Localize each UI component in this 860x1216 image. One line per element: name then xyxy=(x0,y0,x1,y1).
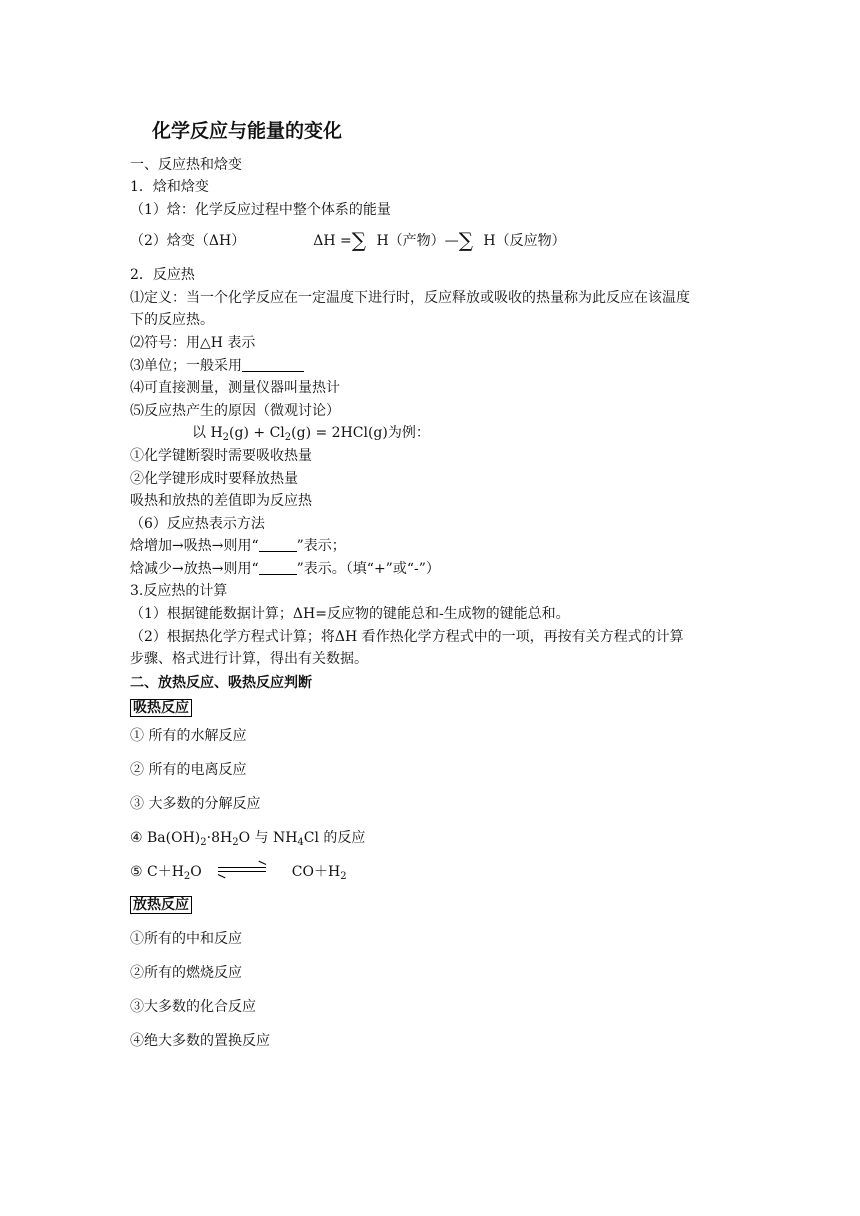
equilibrium-arrow-icon xyxy=(218,865,266,875)
endothermic-label xyxy=(130,698,192,718)
list-item xyxy=(130,862,347,887)
subsection-heading: 3.反应热的计算 xyxy=(130,583,228,599)
item-text: ⑤ C＋H xyxy=(130,864,184,880)
section-heading: 二、放热反应、吸热反应判断 xyxy=(130,675,312,691)
formula-products: H（产物）— xyxy=(372,233,459,249)
sign-rule-line xyxy=(130,536,346,556)
formula-reactants: H（反应物） xyxy=(478,233,566,249)
list-item: ①所有的中和反应 xyxy=(130,931,242,947)
paragraph: 步骤、格式进行计算，得出有关数据。 xyxy=(130,651,368,667)
sigma-symbol: ∑ xyxy=(351,228,367,252)
boxed-label: 吸热反应 xyxy=(130,699,192,717)
formula-label: （2）焓变（ΔH） xyxy=(130,233,246,249)
paragraph: ②化学键形成时要释放热量 xyxy=(130,471,298,487)
rule-text: 焓减少→放热→则用“ xyxy=(130,561,259,577)
page-title: 化学反应与能量的变化 xyxy=(152,120,343,142)
subscript: 2 xyxy=(340,871,347,882)
paragraph: （2）根据热化学方程式计算；将ΔH 看作热化学方程式中的一项，再按有关方程式的计算 xyxy=(130,629,684,645)
subscript: 2 xyxy=(284,432,292,443)
paragraph: （1）焓：化学反应过程中整个体系的能量 xyxy=(130,202,391,218)
subsection-heading: 2．反应热 xyxy=(130,267,195,283)
rule-text: 焓增加→吸热→则用“ xyxy=(130,538,259,554)
equation-text: 以 H xyxy=(192,425,223,441)
subscript: 2 xyxy=(232,837,239,848)
exothermic-label xyxy=(130,895,192,915)
paragraph: ⑸反应热产生的原因（微观讨论） xyxy=(130,403,340,419)
list-item: ③大多数的化合反应 xyxy=(130,999,256,1015)
equation-text: (g) = 2HCl(g)为例： xyxy=(291,425,430,441)
subscript: 2 xyxy=(183,871,191,882)
enthalpy-change-formula xyxy=(130,230,566,251)
item-text: Cl 的反应 xyxy=(303,830,366,846)
item-text: O xyxy=(190,864,202,880)
list-item: ② 所有的电离反应 xyxy=(130,762,247,778)
sign-rule-line xyxy=(130,559,440,579)
fill-in-blank xyxy=(259,537,297,552)
fill-in-blank xyxy=(242,357,304,372)
list-item: ③ 大多数的分解反应 xyxy=(130,796,261,812)
subscript: 4 xyxy=(297,837,304,848)
fill-in-blank xyxy=(259,560,297,575)
list-item: ① 所有的水解反应 xyxy=(130,728,247,744)
paragraph: ⑴定义：当一个化学反应在一定温度下进行时，反应释放或吸收的热量称为此反应在该温度 xyxy=(130,290,690,306)
paragraph: ⑷可直接测量，测量仪器叫量热计 xyxy=(130,380,340,396)
paragraph: ⑵符号：用△H 表示 xyxy=(130,335,256,351)
formula-lhs: ΔH = xyxy=(313,233,352,249)
item-text: O 与 NH xyxy=(238,830,298,846)
paragraph: 下的反应热。 xyxy=(130,312,214,328)
rule-text: ”表示； xyxy=(296,538,346,554)
item-text: CO＋H xyxy=(291,864,341,880)
subscript: 2 xyxy=(200,837,207,848)
paragraph: ①化学键断裂时需要吸收热量 xyxy=(130,448,312,464)
boxed-label: 放热反应 xyxy=(130,896,192,914)
item-text: ④ Ba(OH) xyxy=(130,830,201,846)
example-equation xyxy=(192,423,430,448)
item-text: ·8H xyxy=(206,830,233,846)
subsection-heading: 1．焓和焓变 xyxy=(130,179,209,195)
subscript: 2 xyxy=(222,432,230,443)
rule-text: ”表示。（填“+”或“-”） xyxy=(296,561,440,577)
paragraph: （1）根据键能数据计算；ΔH=反应物的键能总和-生成物的键能总和。 xyxy=(130,606,570,622)
section-heading: 一、反应热和焓变 xyxy=(130,157,242,173)
sigma-symbol: ∑ xyxy=(458,228,473,252)
equation-text: (g) + Cl xyxy=(229,425,285,441)
unit-text: ⑶单位；一般采用 xyxy=(130,358,242,374)
paragraph: 吸热和放热的差值即为反应热 xyxy=(130,493,312,509)
list-item xyxy=(130,828,365,853)
list-item: ④绝大多数的置换反应 xyxy=(130,1033,270,1049)
paragraph: （6）反应热表示方法 xyxy=(130,516,265,532)
list-item: ②所有的燃烧反应 xyxy=(130,965,242,981)
unit-line xyxy=(130,356,304,376)
